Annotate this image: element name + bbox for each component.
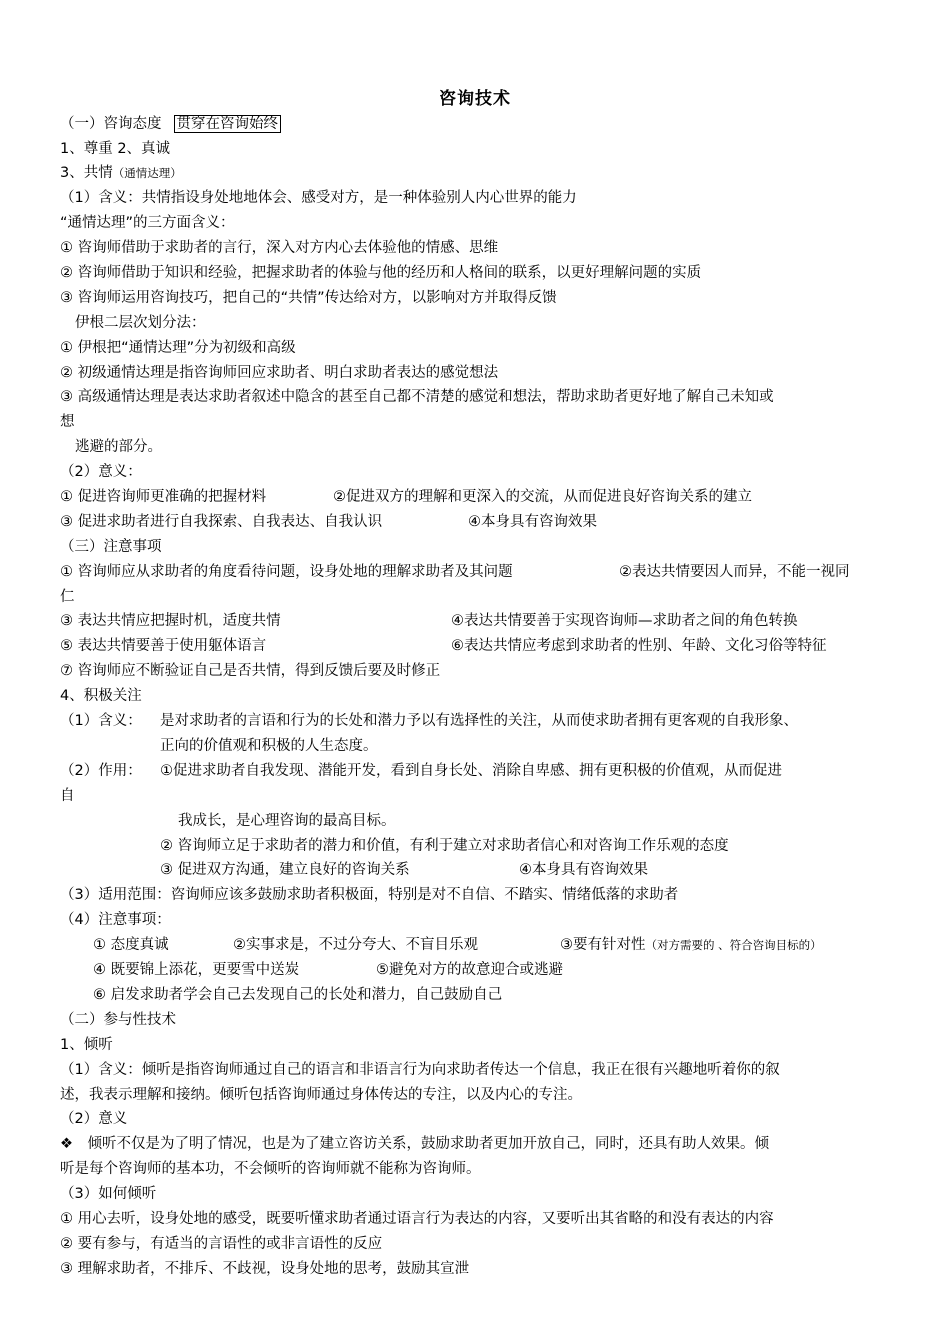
text-line: 逃避的部分。 xyxy=(75,439,162,455)
text-line: 1、尊重 2、真诚 xyxy=(60,141,171,157)
text-line: ① 伊根把“通情达理”分为初级和高级 xyxy=(60,340,296,356)
text-line: （1）含义： xyxy=(60,713,142,729)
text-line: ⑥ 启发求助者学会自己去发现自己的长处和潜力，自己鼓励自己 xyxy=(93,987,503,1003)
empathy-note: （通情达理） xyxy=(112,166,182,180)
text-line: （三）注意事项 xyxy=(60,539,162,555)
boxed-note: 贯穿在咨询始终 xyxy=(174,115,282,133)
text-line: 听是每个咨询师的基本功，不会倾听的咨询师就不能称为咨询师。 xyxy=(60,1161,481,1177)
text-line: 4、积极关注 xyxy=(60,688,142,704)
text-line: ④本身具有咨询效果 xyxy=(519,862,648,878)
text-line: ① 促进咨询师更准确的把握材料 xyxy=(60,489,267,505)
text-line: ①促进求助者自我发现、潜能开发，看到自身长处、消除自卑感、拥有更积极的价值观，从而促进 xyxy=(160,763,782,779)
text-line: 伊根二层次划分法： xyxy=(75,315,206,331)
targeted-note: （对方需要的 、符合咨询目标的） xyxy=(645,938,822,952)
text-line: 是对求助者的言语和行为的长处和潜力予以有选择性的关注，从而使求助者拥有更客观的自我形象、 xyxy=(160,713,798,729)
text-line: ③ 表达共情应把握时机，适度共情 xyxy=(60,613,281,629)
text-line: （1）含义：共情指设身处地地体会、感受对方，是一种体验别人内心世界的能力 xyxy=(60,190,577,206)
text-line: 述，我表示理解和接纳。倾听包括咨询师通过身体传达的专注，以及内心的专注。 xyxy=(60,1087,582,1103)
text-line: ③ 促进双方沟通，建立良好的咨询关系 xyxy=(160,862,410,878)
text-line: ① 态度真诚 xyxy=(93,937,169,953)
text-line: 想 xyxy=(60,414,75,430)
text-line: 3、共情（通情达理） xyxy=(60,165,182,181)
text-line: 正向的价值观和积极的人生态度。 xyxy=(160,738,378,754)
text-line: ⑤ 表达共情要善于使用躯体语言 xyxy=(60,638,267,654)
text-line: ① 咨询师借助于求助者的言行，深入对方内心去体验他的情感、思维 xyxy=(60,240,499,256)
text-line: ③要有针对性（对方需要的 、符合咨询目标的） xyxy=(560,937,822,953)
text-line: ③ 咨询师运用咨询技巧，把自己的“共情”传达给对方，以影响对方并取得反馈 xyxy=(60,290,557,306)
text-line: ④表达共情要善于实现咨询师—求助者之间的角色转换 xyxy=(451,613,798,629)
text-line: ❖ 倾听不仅是为了明了情况，也是为了建立咨访关系，鼓励求助者更加开放自己，同时，还具有助人效果。倾 xyxy=(60,1136,769,1152)
text-line: 仁 xyxy=(60,589,75,605)
text-line: ⑦ 咨询师应不断验证自己是否共情，得到反馈后要及时修正 xyxy=(60,663,441,679)
text-line: ⑥表达共情应考虑到求助者的性别、年龄、文化习俗等特征 xyxy=(451,638,827,654)
text-line: ③ 高级通情达理是表达求助者叙述中隐含的甚至自己都不清楚的感觉和想法，帮助求助者更好地了解自己未知或 xyxy=(60,389,774,405)
text-line: 1、倾听 xyxy=(60,1037,113,1053)
text-line: ②表达共情要因人而异，不能一视同 xyxy=(619,564,850,580)
text-line: 自 xyxy=(60,788,75,804)
text-line: ③ 理解求助者，不排斥、不歧视，设身处地的思考，鼓励其宣泄 xyxy=(60,1261,470,1277)
text-line: ② 要有参与，有适当的言语性的或非言语性的反应 xyxy=(60,1236,383,1252)
text-line: （1）含义：倾听是指咨询师通过自己的语言和非语言行为向求助者传达一个信息，我正在很有兴趣地听着你的叙 xyxy=(60,1062,780,1078)
text-line: ② 初级通情达理是指咨询师回应求助者、明白求助者表达的感觉想法 xyxy=(60,365,499,381)
text-line: ② 咨询师借助于知识和经验，把握求助者的体验与他的经历和人格间的联系，以更好理解问题的实质 xyxy=(60,265,702,281)
text-line: （3）如何倾听 xyxy=(60,1186,157,1202)
text-line: ②促进双方的理解和更深入的交流，从而促进良好咨询关系的建立 xyxy=(333,489,752,505)
text-line: ③ 促进求助者进行自我探索、自我表达、自我认识 xyxy=(60,514,383,530)
text-line: （2）意义 xyxy=(60,1111,128,1127)
text-line: ① 咨询师应从求助者的角度看待问题，设身处地的理解求助者及其问题 xyxy=(60,564,513,580)
text-line: （2）意义： xyxy=(60,464,142,480)
text-line: ②实事求是，不过分夸大、不盲目乐观 xyxy=(233,937,478,953)
text-line: ④ 既要锦上添花，更要雪中送炭 xyxy=(93,962,300,978)
text-line: ① 用心去听，设身处地的感受，既要听懂求助者通过语言行为表达的内容，又要听出其省略的和没有表达的内容 xyxy=(60,1211,774,1227)
text-line: “通情达理”的三方面含义： xyxy=(60,215,235,231)
text-line: （二）参与性技术 xyxy=(60,1012,176,1028)
text-line: （4）注意事项： xyxy=(60,912,171,928)
text-line: ② 咨询师立足于求助者的潜力和价值，有利于建立对求助者信心和对咨询工作乐观的态度 xyxy=(160,838,729,854)
text-line: （一）咨询态度 贯穿在咨询始终 xyxy=(60,114,281,134)
document-title: 咨询技术 xyxy=(439,89,511,109)
text-line: （2）作用： xyxy=(60,763,142,779)
text-line: ⑤避免对方的故意迎合或逃避 xyxy=(376,962,563,978)
text-line: （3）适用范围：咨询师应该多鼓励求助者积极面，特别是对不自信、不踏实、情绪低落的求助者 xyxy=(60,887,679,903)
text-line: ④本身具有咨询效果 xyxy=(468,514,597,530)
text-line: 我成长，是心理咨询的最高目标。 xyxy=(178,813,396,829)
